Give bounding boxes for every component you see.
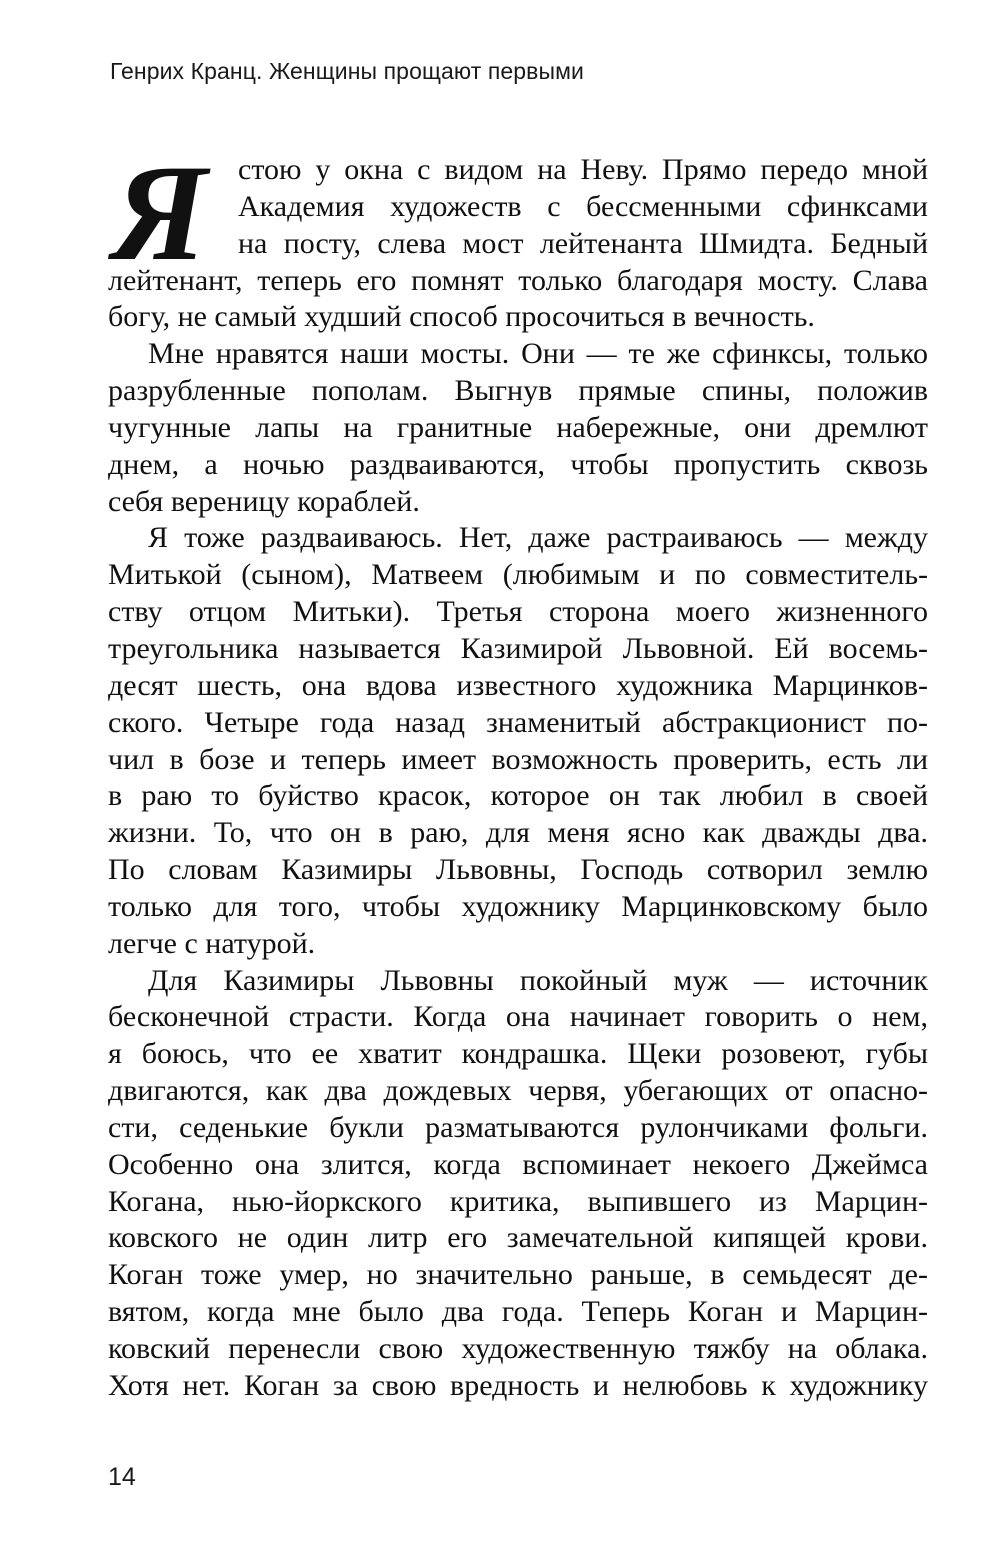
text-line: чил в бозе и теперь имеет возможность проверить, есть ли <box>108 742 928 776</box>
text-line: себя вереницу кораблей. <box>108 484 420 518</box>
text-line: ковского не один литр его замечательной кипящей крови. <box>108 1221 928 1255</box>
text-line: легче с натурой. <box>108 926 316 960</box>
drop-cap: Я <box>112 136 208 289</box>
text-line: десят шесть, она вдова известного художника Марцинков- <box>108 668 928 702</box>
text-line: я боюсь, что ее хватит кондрашка. Щеки розовеют, губы <box>108 1037 928 1071</box>
text-line: на посту, слева мост лейтенанта Шмидта. Бедный <box>238 226 928 260</box>
text-line: Академия художеств с бессменными сфинксами <box>238 189 928 223</box>
text-line: только для того, чтобы художнику Марцинковскому было <box>108 889 928 923</box>
text-line: лейтенант, теперь его помнят только благодаря мосту. Слава <box>108 263 928 297</box>
text-line: богу, не самый худший способ просочиться в вечность. <box>108 300 815 334</box>
text-line: стою у окна с видом на Неву. Прямо передо мной <box>238 153 928 186</box>
page-number: 14 <box>108 1463 136 1491</box>
text-line: чугунные лапы на гранитные набережные, они дремлют <box>108 410 928 444</box>
text-line: ского. Четыре года назад знаменитый абстракционист по- <box>108 705 928 739</box>
text-line: Митькой (сыном), Матвеем (любимым и по совместитель- <box>108 558 928 592</box>
text-line: Особенно она злится, когда вспоминает некоего Джеймса <box>108 1147 928 1181</box>
text-line: жизни. То, что он в раю, для меня ясно как дважды два. <box>108 816 928 850</box>
text-line: Для Казимиры Львовны покойный муж — источник <box>148 963 928 997</box>
text-line: По словам Казимиры Львовны, Господь сотворил землю <box>108 853 928 887</box>
text-line: днем, а ночью раздваиваются, чтобы пропустить сквозь <box>108 447 928 481</box>
text-line: Коган тоже умер, но значительно раньше, в семьдесят де- <box>108 1258 928 1292</box>
text-line: вятом, когда мне было два года. Теперь Коган и Марцин- <box>108 1295 928 1329</box>
text-line: Хотя нет. Коган за свою вредность и нелюбовь к художнику <box>108 1368 928 1402</box>
text-line: сти, седенькие букли разматываются рулончиками фольги. <box>108 1110 928 1144</box>
text-line: Мне нравятся наши мосты. Они — те же сфинксы, только <box>148 337 928 371</box>
text-line: ковский перенесли свою художественную тяжбу на облака. <box>108 1332 928 1365</box>
body-text <box>108 136 928 1405</box>
running-header: Генрих Кранц. Женщины прощают первыми <box>110 58 584 84</box>
text-line: ству отцом Митьки). Третья сторона моего жизненного <box>108 595 928 629</box>
text-line: разрубленные пополам. Выгнув прямые спины, положив <box>108 374 928 408</box>
text-line: Я тоже раздваиваюсь. Нет, даже растраиваюсь — между <box>148 521 928 555</box>
text-line: бесконечной страсти. Когда она начинает говорить о нем, <box>108 1000 928 1034</box>
text-line: в раю то буйство красок, которое он так любил в своей <box>108 779 928 813</box>
text-line: треугольника называется Казимирой Львовной. Ей восемь- <box>108 631 928 665</box>
text-line: Когана, нью-йоркского критика, выпившего из Марцин- <box>108 1184 928 1218</box>
text-line: двигаются, как два дождевых червя, убегающих от опасно- <box>108 1074 928 1108</box>
